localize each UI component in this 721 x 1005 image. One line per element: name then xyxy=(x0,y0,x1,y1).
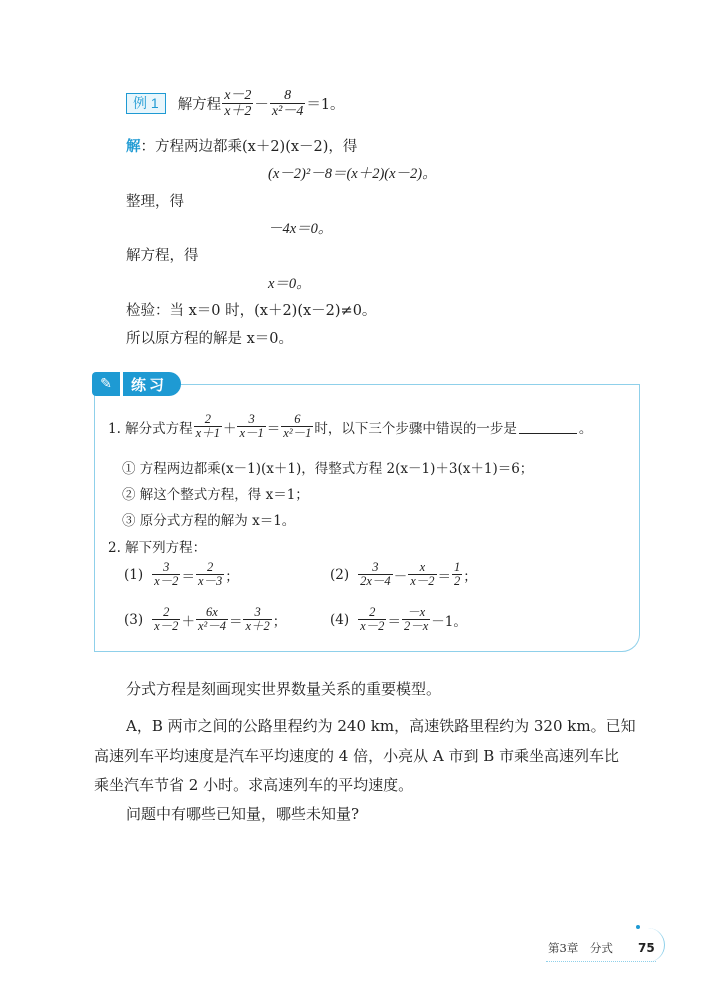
fraction xyxy=(281,413,313,440)
paragraph-1: 分式方程是刻画现实世界数量关系的重要模型。 xyxy=(126,680,442,698)
part-label: (3) xyxy=(124,611,144,628)
denominator: x²－1 xyxy=(283,426,312,440)
numerator: －x xyxy=(407,605,426,619)
fraction xyxy=(196,606,228,633)
numerator: x xyxy=(419,560,426,574)
numerator: x－2 xyxy=(224,88,252,103)
denominator: x－2 xyxy=(360,619,385,633)
solution-check: 检验：当 x＝0 时，(x＋2)(x－2)≠0。 xyxy=(126,303,377,319)
pencil-ruler-icon: ✎ xyxy=(92,372,120,396)
punctuation: ； xyxy=(272,613,287,630)
practice-header xyxy=(92,372,181,396)
question-2-part-2 xyxy=(330,561,477,588)
operator: ＝ xyxy=(387,613,401,630)
paragraph-3: 问题中有哪些已知量，哪些未知量? xyxy=(126,805,360,823)
equation-rhs: ＝1。 xyxy=(306,97,345,113)
denominator: x²－4 xyxy=(271,104,304,119)
equation-2: －4x＝0。 xyxy=(268,221,333,237)
denominator: 2－x xyxy=(403,619,429,633)
solution-conclusion: 所以原方程的解是 x＝0。 xyxy=(126,331,294,347)
question-2: 2. 解下列方程： xyxy=(108,540,207,556)
fraction xyxy=(402,606,430,633)
question-1-step-1: ① 方程两边都乘(x－1)(x＋1)，得整式方程 2(x－1)＋3(x＋1)＝6； xyxy=(122,461,534,477)
numerator: 2 xyxy=(206,560,214,574)
example-prompt: 解方程 xyxy=(177,97,222,113)
fraction xyxy=(222,88,253,119)
numerator: 6 xyxy=(294,412,301,426)
paragraph-2-line-2: 高速列车平均速度是汽车平均速度的 4 倍，小亮从 A 市到 B 市乘坐高速列车比 xyxy=(94,747,620,765)
question-1-step-2: ② 解这个整式方程，得 x＝1； xyxy=(122,487,309,503)
numerator: 8 xyxy=(284,88,292,103)
fraction xyxy=(408,561,436,588)
solution-step-1 xyxy=(126,135,357,156)
punctuation: 。 xyxy=(578,420,593,437)
part-label: (2) xyxy=(330,566,350,583)
numerator: 2 xyxy=(369,605,376,619)
denominator: x＋1 xyxy=(195,426,220,440)
example-heading xyxy=(126,88,345,119)
fraction xyxy=(152,606,180,633)
operator: ＝ xyxy=(228,613,243,630)
numerator: 6x xyxy=(206,605,218,619)
solution-label: 解 xyxy=(126,138,141,155)
question-prefix: 1. 解分式方程 xyxy=(108,420,193,437)
operator: － xyxy=(393,568,408,585)
solution-step-2: 整理，得 xyxy=(126,194,184,210)
fraction xyxy=(237,413,265,440)
part-label: (4) xyxy=(330,611,350,628)
paragraph-2-line-3: 乘坐汽车节省 2 小时。求高速列车的平均速度。 xyxy=(94,776,414,794)
denominator: x－3 xyxy=(197,574,223,588)
numerator: 3 xyxy=(163,560,170,574)
operator: ＝ xyxy=(266,420,281,437)
solution-step-3: 解方程，得 xyxy=(126,248,199,264)
punctuation: ； xyxy=(463,568,477,585)
punctuation: －1。 xyxy=(431,613,467,630)
footer-divider xyxy=(546,961,656,962)
denominator: x＋2 xyxy=(245,619,270,633)
practice-title: 练习 xyxy=(123,372,181,396)
answer-blank[interactable] xyxy=(519,419,577,434)
fraction xyxy=(196,561,224,588)
denominator: x－2 xyxy=(410,574,435,588)
denominator: 2 xyxy=(454,574,461,588)
denominator: x－2 xyxy=(154,574,179,588)
page-number: 75 xyxy=(638,941,655,955)
dot-icon xyxy=(636,925,640,929)
denominator: x²－4 xyxy=(197,619,226,633)
question-2-part-4 xyxy=(330,606,467,633)
fraction xyxy=(152,561,180,588)
footer xyxy=(548,940,613,956)
operator: ＝ xyxy=(437,568,451,585)
footer-chapter: 第3章 分式 xyxy=(548,941,613,955)
operator: ＋ xyxy=(181,613,195,630)
denominator: x－1 xyxy=(239,426,264,440)
fraction xyxy=(270,88,305,119)
fraction xyxy=(358,606,386,633)
question-1 xyxy=(108,413,592,440)
question-suffix: 时，以下三个步骤中错误的一步是 xyxy=(314,420,517,437)
equation-3: x＝0。 xyxy=(268,276,311,292)
operator: ＋ xyxy=(222,420,237,437)
denominator: x－2 xyxy=(154,619,179,633)
numerator: 3 xyxy=(248,412,255,426)
solution-text: ：方程两边都乘(x＋2)(x－2)，得 xyxy=(140,139,358,155)
punctuation: ； xyxy=(225,568,239,585)
denominator: x＋2 xyxy=(224,104,252,119)
question-1-step-3: ③ 原分式方程的解为 x＝1。 xyxy=(122,513,296,529)
example-tag: 例 1 xyxy=(126,93,166,114)
numerator: 3 xyxy=(254,605,261,619)
question-2-part-3 xyxy=(124,606,286,633)
fraction xyxy=(452,561,462,588)
equation-1: (x－2)²－8＝(x＋2)(x－2)。 xyxy=(268,166,437,182)
operator: ＝ xyxy=(181,568,195,585)
numerator: 2 xyxy=(204,412,211,426)
question-2-part-1 xyxy=(124,561,239,588)
numerator: 2 xyxy=(163,605,170,619)
part-label: (1) xyxy=(124,566,144,583)
fraction xyxy=(243,606,271,633)
fraction xyxy=(358,561,393,588)
denominator: 2x－4 xyxy=(360,574,391,588)
paragraph-2-line-1: A，B 两市之间的公路里程约为 240 km，高速铁路里程约为 320 km。已知 xyxy=(126,717,636,735)
operator: － xyxy=(254,97,269,113)
fraction xyxy=(194,413,222,440)
numerator: 1 xyxy=(454,560,461,574)
numerator: 3 xyxy=(372,560,379,574)
